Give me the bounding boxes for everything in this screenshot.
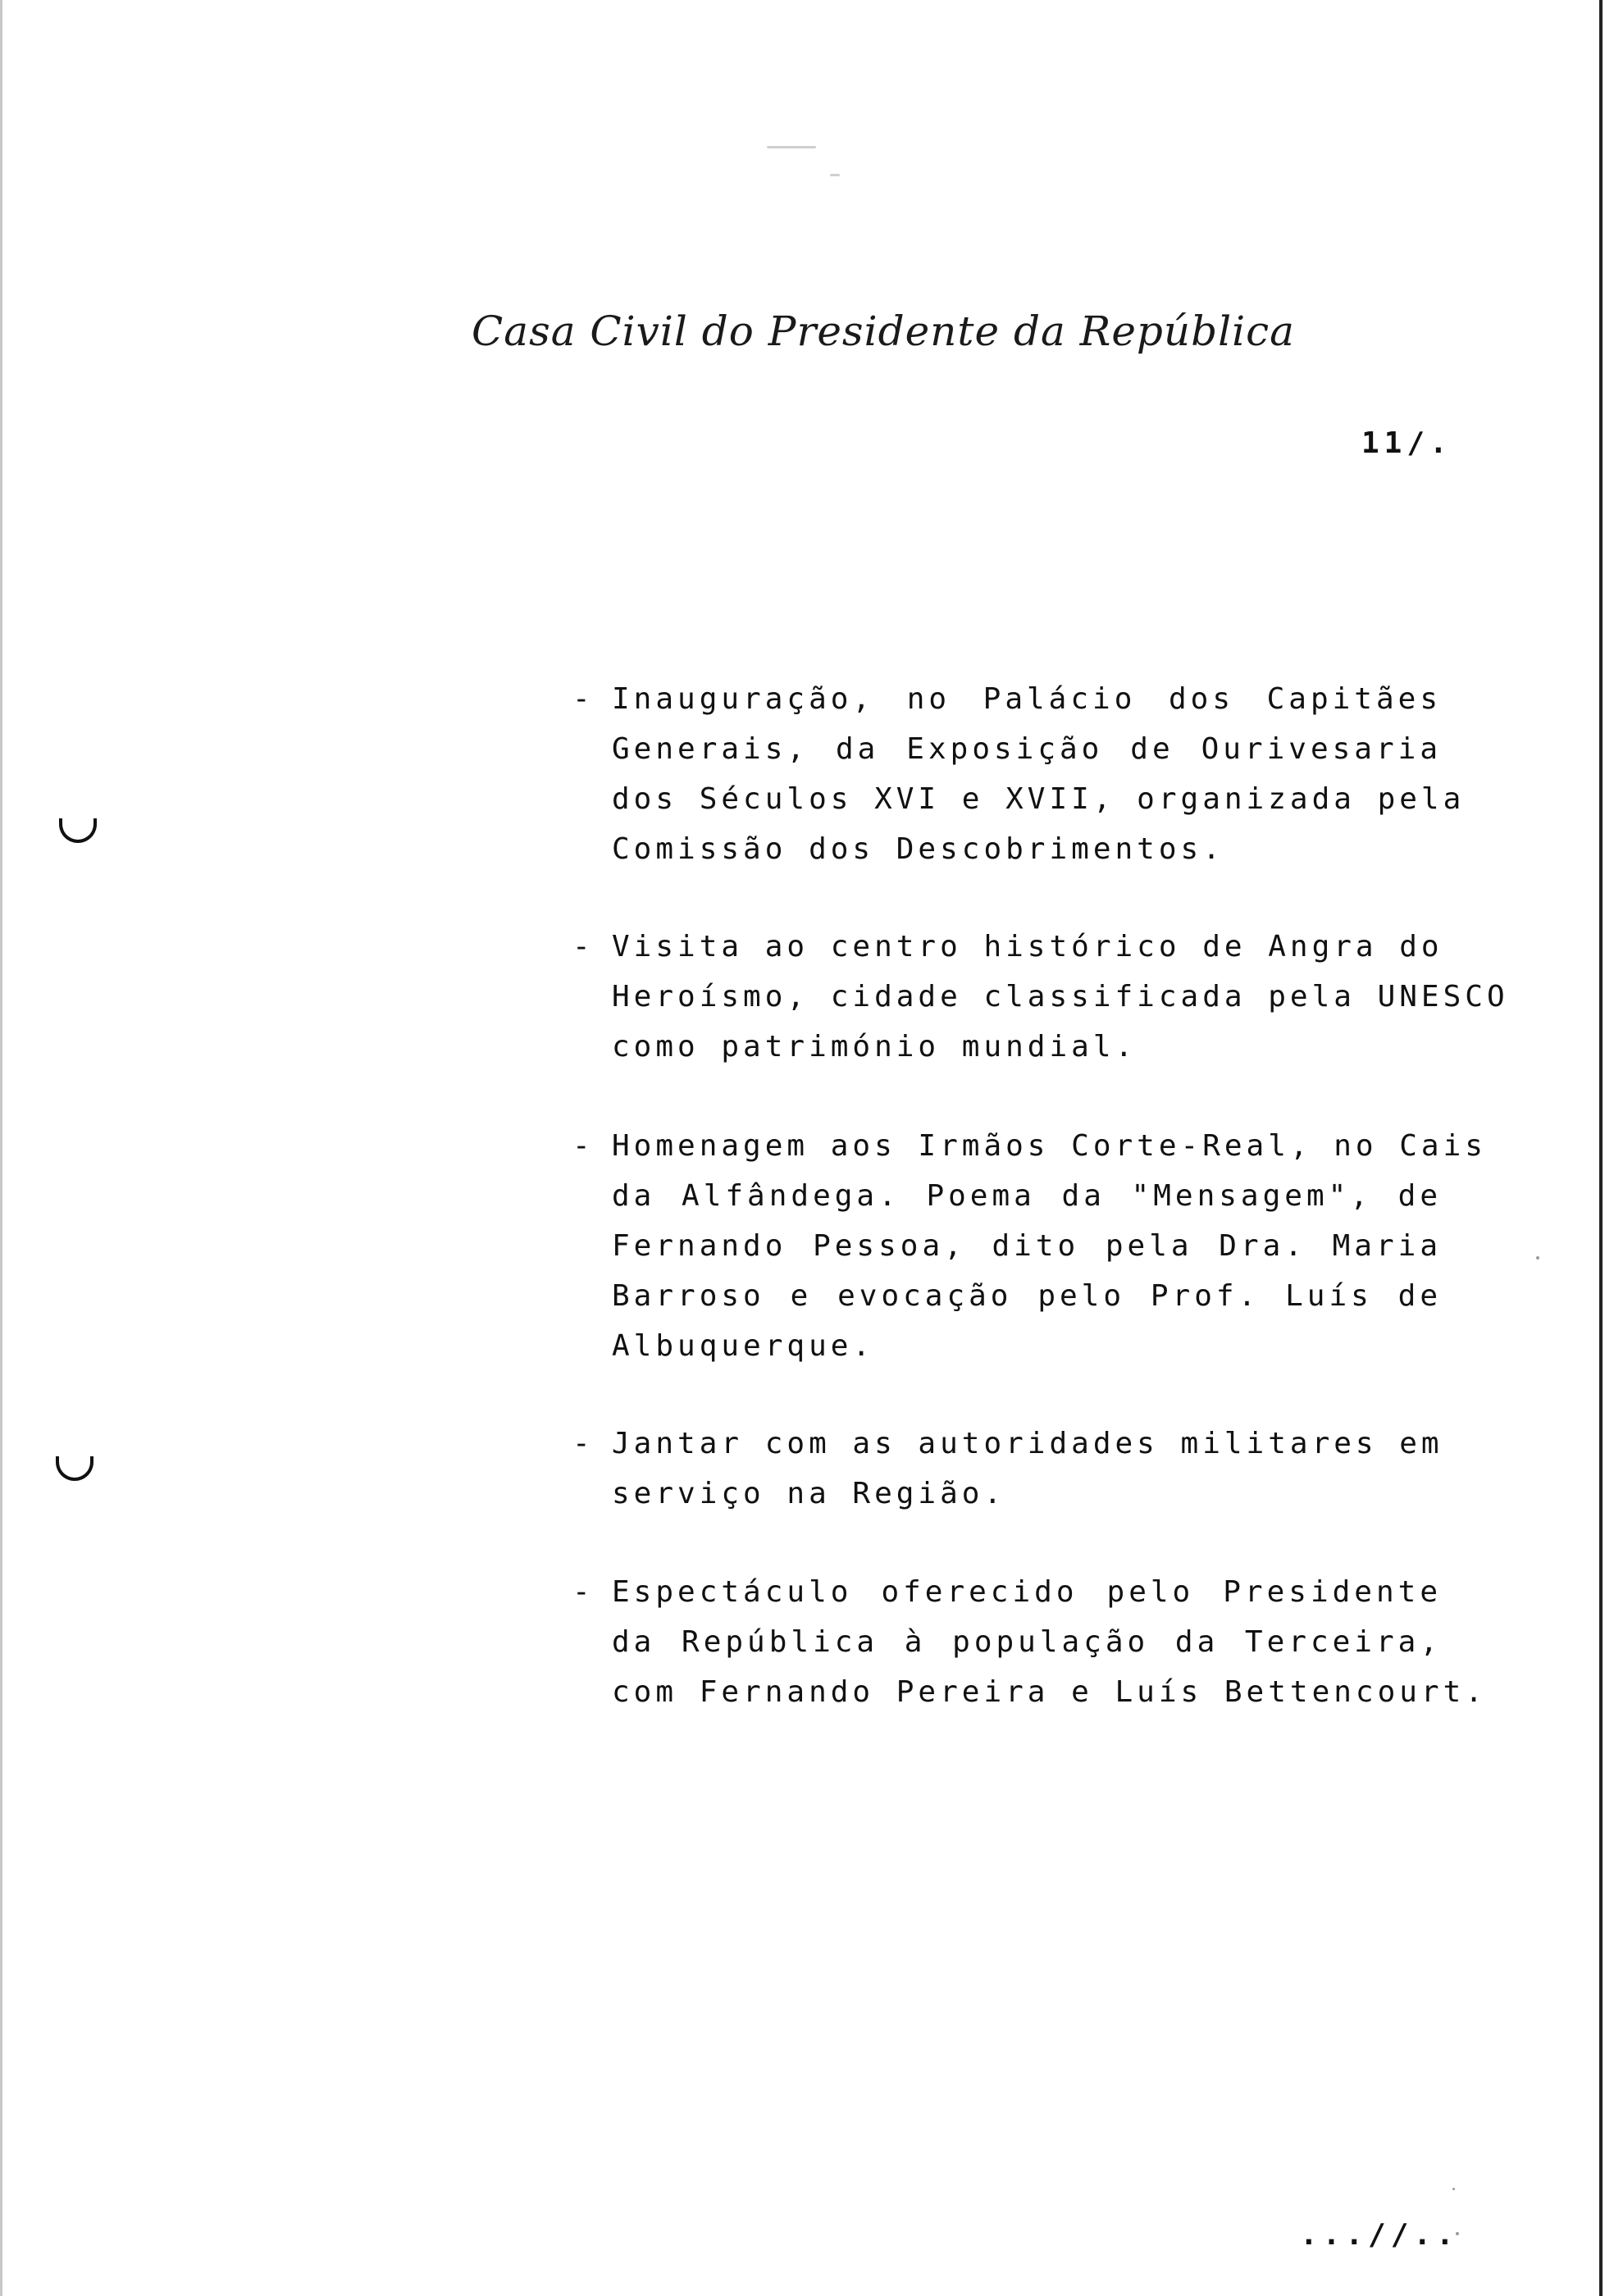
list-item: [572, 674, 1466, 874]
list-item-line: Visita ao centro histórico de Angra do: [612, 930, 1443, 963]
list-item-line: da Alfândega. Poema da "Mensagem", de: [612, 1179, 1442, 1213]
list-item: [572, 922, 1509, 1072]
scan-edge-left: [0, 0, 2, 2296]
list-item-line: Fernando Pessoa, dito pela Dra. Maria: [612, 1229, 1442, 1263]
margin-check-mark: [59, 818, 97, 843]
list-item-marker: -: [572, 930, 590, 963]
list-item: [572, 1567, 1487, 1717]
page-number: 11/.: [1361, 426, 1452, 460]
scan-edge-right: [1599, 0, 1603, 2296]
list-item: [572, 1121, 1487, 1371]
list-item-line: serviço na Região.: [612, 1477, 1006, 1510]
letterhead: Casa Civil do Presidente da República: [472, 308, 1295, 355]
list-item-marker: -: [572, 1427, 590, 1460]
margin-check-mark: [56, 1456, 93, 1481]
list-item-marker: -: [572, 1129, 590, 1163]
list-item-line: Jantar com as autoridades militares em: [612, 1427, 1443, 1460]
scan-speck: [1452, 2188, 1455, 2190]
list-item-line: Espectáculo oferecido pelo Presidente: [612, 1575, 1442, 1609]
list-item-line: da República à população da Terceira,: [612, 1625, 1442, 1659]
list-item-line: dos Séculos XVI e XVII, organizada pela: [612, 782, 1466, 816]
list-item-line: Heroísmo, cidade classificada pela UNESCO: [612, 980, 1509, 1014]
list-item-line: como património mundial.: [612, 1030, 1138, 1064]
list-item-line: Comissão dos Descobrimentos.: [612, 832, 1224, 866]
list-item-marker: -: [572, 682, 590, 716]
list-item-line: Generais, da Exposição de Ourivesaria: [612, 732, 1442, 766]
continuation-marker: ...//..: [1300, 2218, 1459, 2252]
scan-speck: [767, 146, 816, 148]
list-item-line: Inauguração, no Palácio dos Capitães: [612, 682, 1442, 716]
scan-speck: [830, 174, 840, 176]
scan-speck: [1536, 1256, 1539, 1260]
list-item-line: Homenagem aos Irmãos Corte-Real, no Cais: [612, 1129, 1487, 1163]
list-item: [572, 1419, 1442, 1519]
list-item-line: Barroso e evocação pelo Prof. Luís de: [612, 1279, 1442, 1313]
list-item-line: com Fernando Pereira e Luís Bettencourt.: [612, 1675, 1487, 1709]
list-item-marker: -: [572, 1575, 590, 1609]
list-item-line: Albuquerque.: [612, 1329, 875, 1363]
